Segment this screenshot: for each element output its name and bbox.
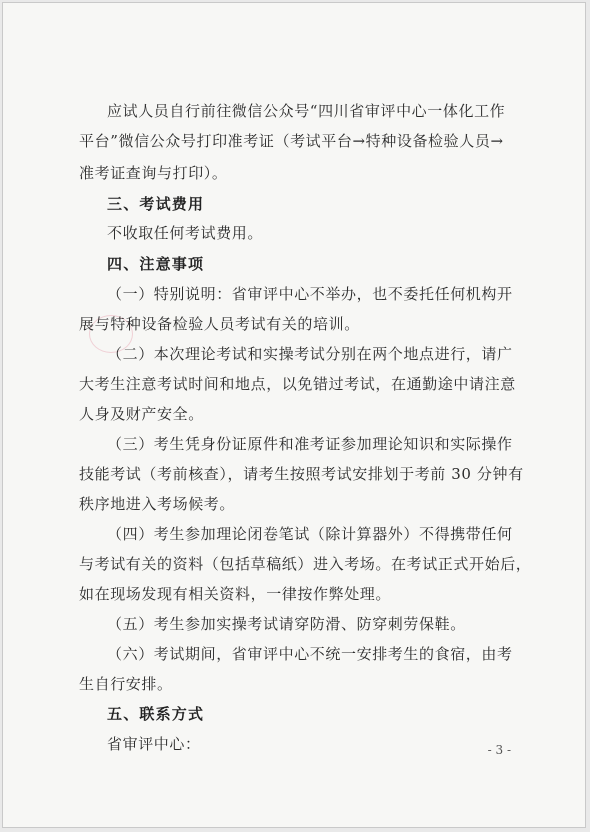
- text-line: 省审评中心：: [107, 735, 201, 753]
- page-number: - 3 -: [487, 743, 511, 757]
- text-line: 平台”微信公众号打印准考证（考试平台→特种设备检验人员→: [79, 132, 504, 150]
- text-line: 不收取任何考试费用。: [107, 224, 264, 242]
- text-line: （六）考试期间，省审评中心不统一安排考生的食宿，由考: [107, 645, 513, 663]
- text-line: （四）考生参加理论闭卷笔试（除计算器外）不得携带任何: [107, 525, 513, 543]
- document-page: [2, 2, 586, 828]
- section-heading: 五、联系方式: [107, 705, 205, 723]
- section-heading: 四、注意事项: [107, 255, 205, 273]
- text-line: 与考试有关的资料（包括草稿纸）进入考场。在考试正式开始后，: [79, 555, 532, 573]
- text-line: （三）考生凭身份证原件和准考证参加理论知识和实际操作: [107, 435, 513, 453]
- text-line: 生自行安排。: [79, 675, 173, 693]
- text-line: （五）考生参加实操考试请穿防滑、防穿刺劳保鞋。: [107, 615, 466, 633]
- text-line: （二）本次理论考试和实操考试分别在两个地点进行，请广: [107, 345, 513, 363]
- text-line: 应试人员自行前往微信公众号“四川省审评中心一体化工作: [107, 102, 506, 120]
- text-line: 如在现场发现有相关资料，一律按作弊处理。: [79, 585, 392, 603]
- text-line: 准考证查询与打印）。: [79, 164, 228, 182]
- text-line: 人身及财产安全。: [79, 405, 204, 423]
- text-line: 技能考试（考前核查），请考生按照考试安排划于考前 30 分钟有: [79, 465, 524, 483]
- text-line: 秩序地进入考场候考。: [79, 495, 236, 513]
- text-line: 展与特种设备检验人员考试有关的培训。: [79, 315, 360, 333]
- text-line: （一）特别说明：省审评中心不举办，也不委托任何机构开: [107, 285, 513, 303]
- text-line: 大考生注意考试时间和地点，以免错过考试，在通勤途中请注意: [79, 375, 516, 393]
- section-heading: 三、考试费用: [107, 195, 205, 213]
